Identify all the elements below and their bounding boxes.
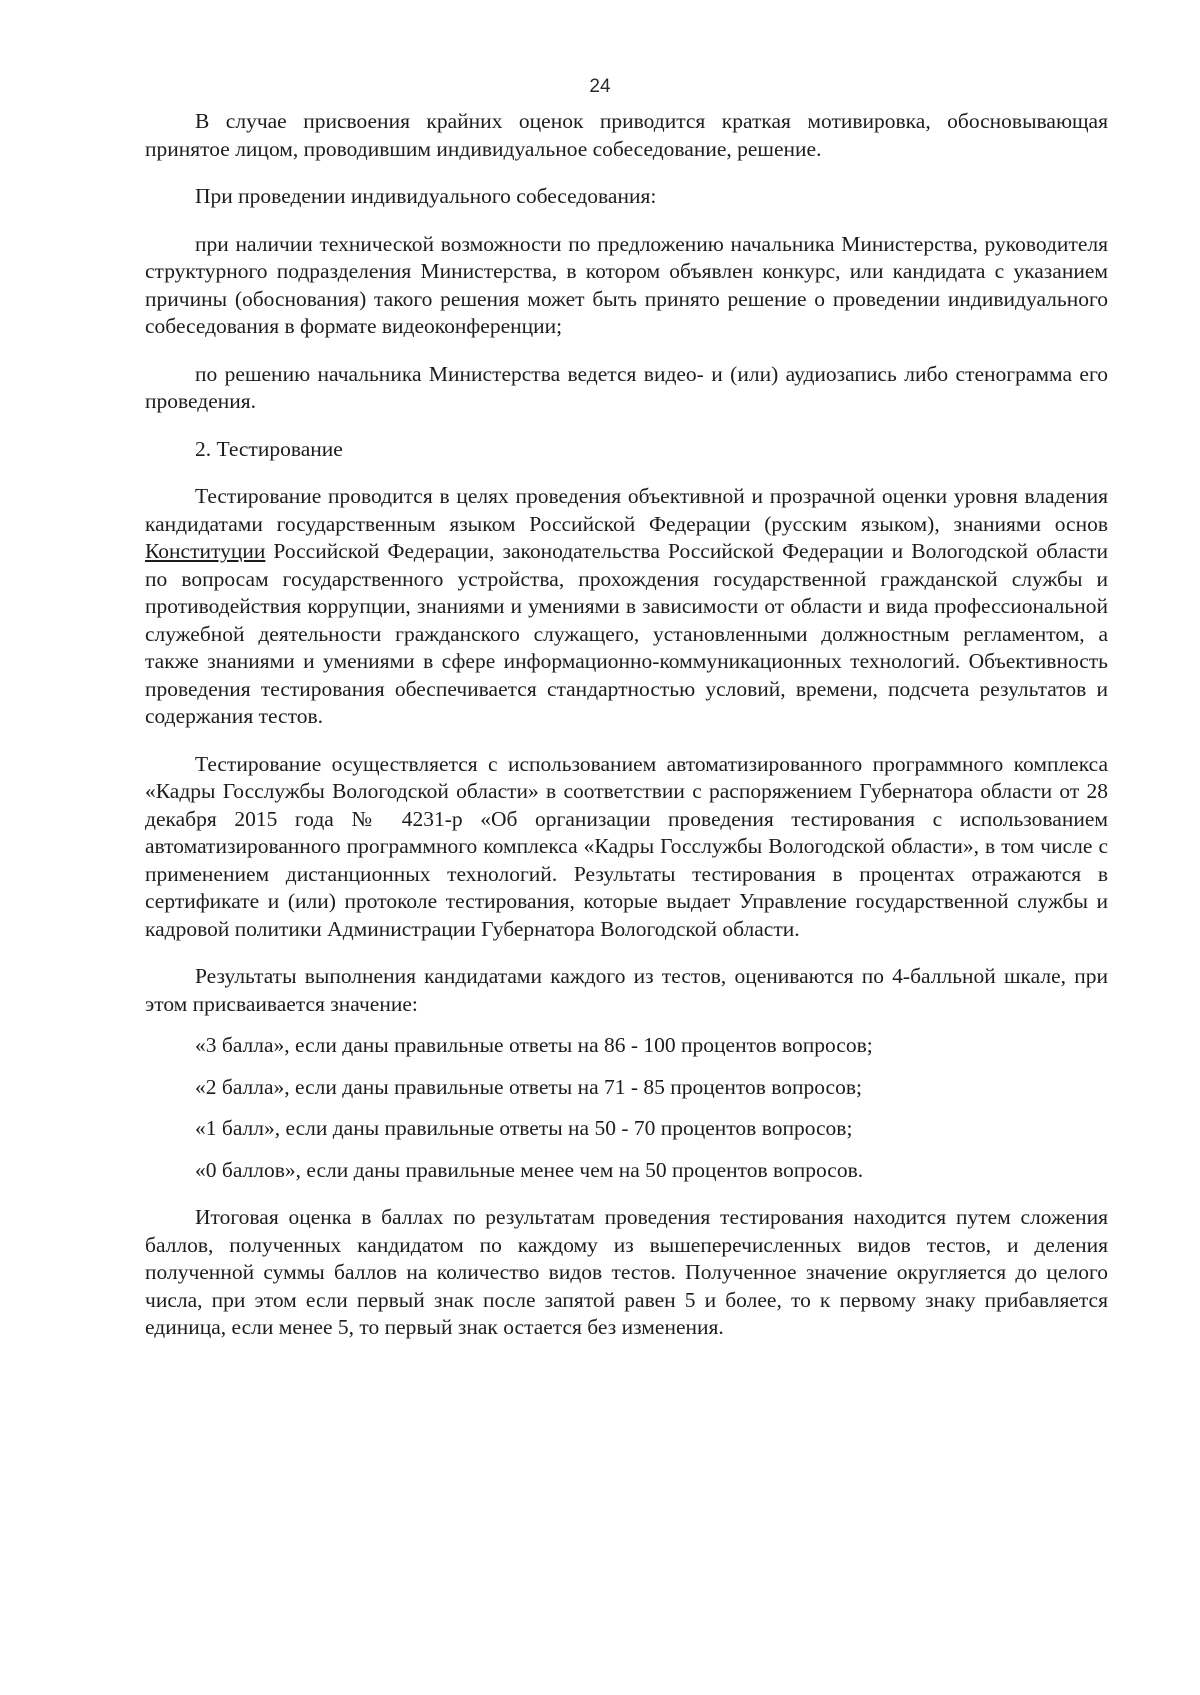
paragraph-final-score: Итоговая оценка в баллах по результатам проведения тестирования находится путем сложения баллов, полученных кандидатом по каждому из вышеперечисленных видов тестов, и деления полученной суммы баллов на количество видов тестов. Полученное значение округляется до целого числа, при этом если первый знак после запятой равен 5 и более, то к первому знаку прибавляется единица, если менее 5, то первый знак остается без изменения. [145,1205,1108,1339]
score-item-1: «1 балл», если даны правильные ответы на 50 - 70 процентов вопросов; [195,1116,853,1140]
section-heading-testing: 2. Тестирование [195,436,343,461]
score-item-0: «0 баллов», если даны правильные менее чем на 50 процентов вопросов. [195,1157,864,1182]
document-body [145,108,1108,1342]
constitution-link[interactable]: Конституции [145,539,266,563]
score-item-3: «3 балла», если даны правильные ответы на 86 - 100 процентов вопросов; [195,1033,873,1057]
testing-purpose-text-end: Российской Федерации, законодательства Российской Федерации и Вологодской области по вопросам государственного устройства, прохождения государственной гражданской службы и противодействия коррупции, знаниями и умениями в зависимости от области и вида профессиональной служебной деятельности гражданского служащего, установленными должностным регламентом, а также знаниями и умениями в сфере информационно-коммуникационных технологий. Объективность проведения тестирования обеспечивается стандартностью условий, времени, подсчета результатов и содержания тестов. [145,539,1108,728]
paragraph-videoconference: при наличии технической возможности по предложению начальника Министерства, руководителя структурного подразделения Министерства, в котором объявлен конкурс, или кандидата с указанием причины (обоснования) такого решения может быть принято решение о проведении индивидуального собеседования в формате видеоконференции; [145,231,1108,338]
paragraph-interview-intro: При проведении индивидуального собеседования: [195,184,657,208]
paragraph-extreme-scores: В случае присвоения крайних оценок приводится краткая мотивировка, обосновывающая принятое лицом, проводившим индивидуальное собеседование, решение. [145,109,1108,161]
paragraph-testing-software: Тестирование осуществляется с использованием автоматизированного программного комплекса «Кадры Госслужбы Вологодской области» в соответствии с распоряжением Губернатора области от 28 декабря 2015 года № 4231-р «Об организации проведения тестирования с использованием автоматизированного программного комплекса «Кадры Госслужбы Вологодской области», в том числе с применением дистанционных технологий. Результаты тестирования в процентах отражаются в сертификате и (или) протоколе тестирования, которые выдает Управление государственной службы и кадровой политики Администрации Губернатора Вологодской области. [145,751,1108,941]
paragraph-testing-purpose [145,483,1108,731]
score-item-2: «2 балла», если даны правильные ответы на 71 - 85 процентов вопросов; [195,1074,862,1099]
page-number: 24 [589,76,611,97]
testing-purpose-text-start: Тестирование проводится в целях проведения объективной и прозрачной оценки уровня владения кандидатами государственным языком Российской Федерации (русским языком), знаниями основ [145,484,1108,536]
paragraph-scale-intro: Результаты выполнения кандидатами каждого из тестов, оцениваются по 4-балльной шкале, при этом присваивается значение: [145,964,1108,1016]
paragraph-recording: по решению начальника Министерства ведется видео- и (или) аудиозапись либо стенограмма его проведения. [145,361,1108,413]
